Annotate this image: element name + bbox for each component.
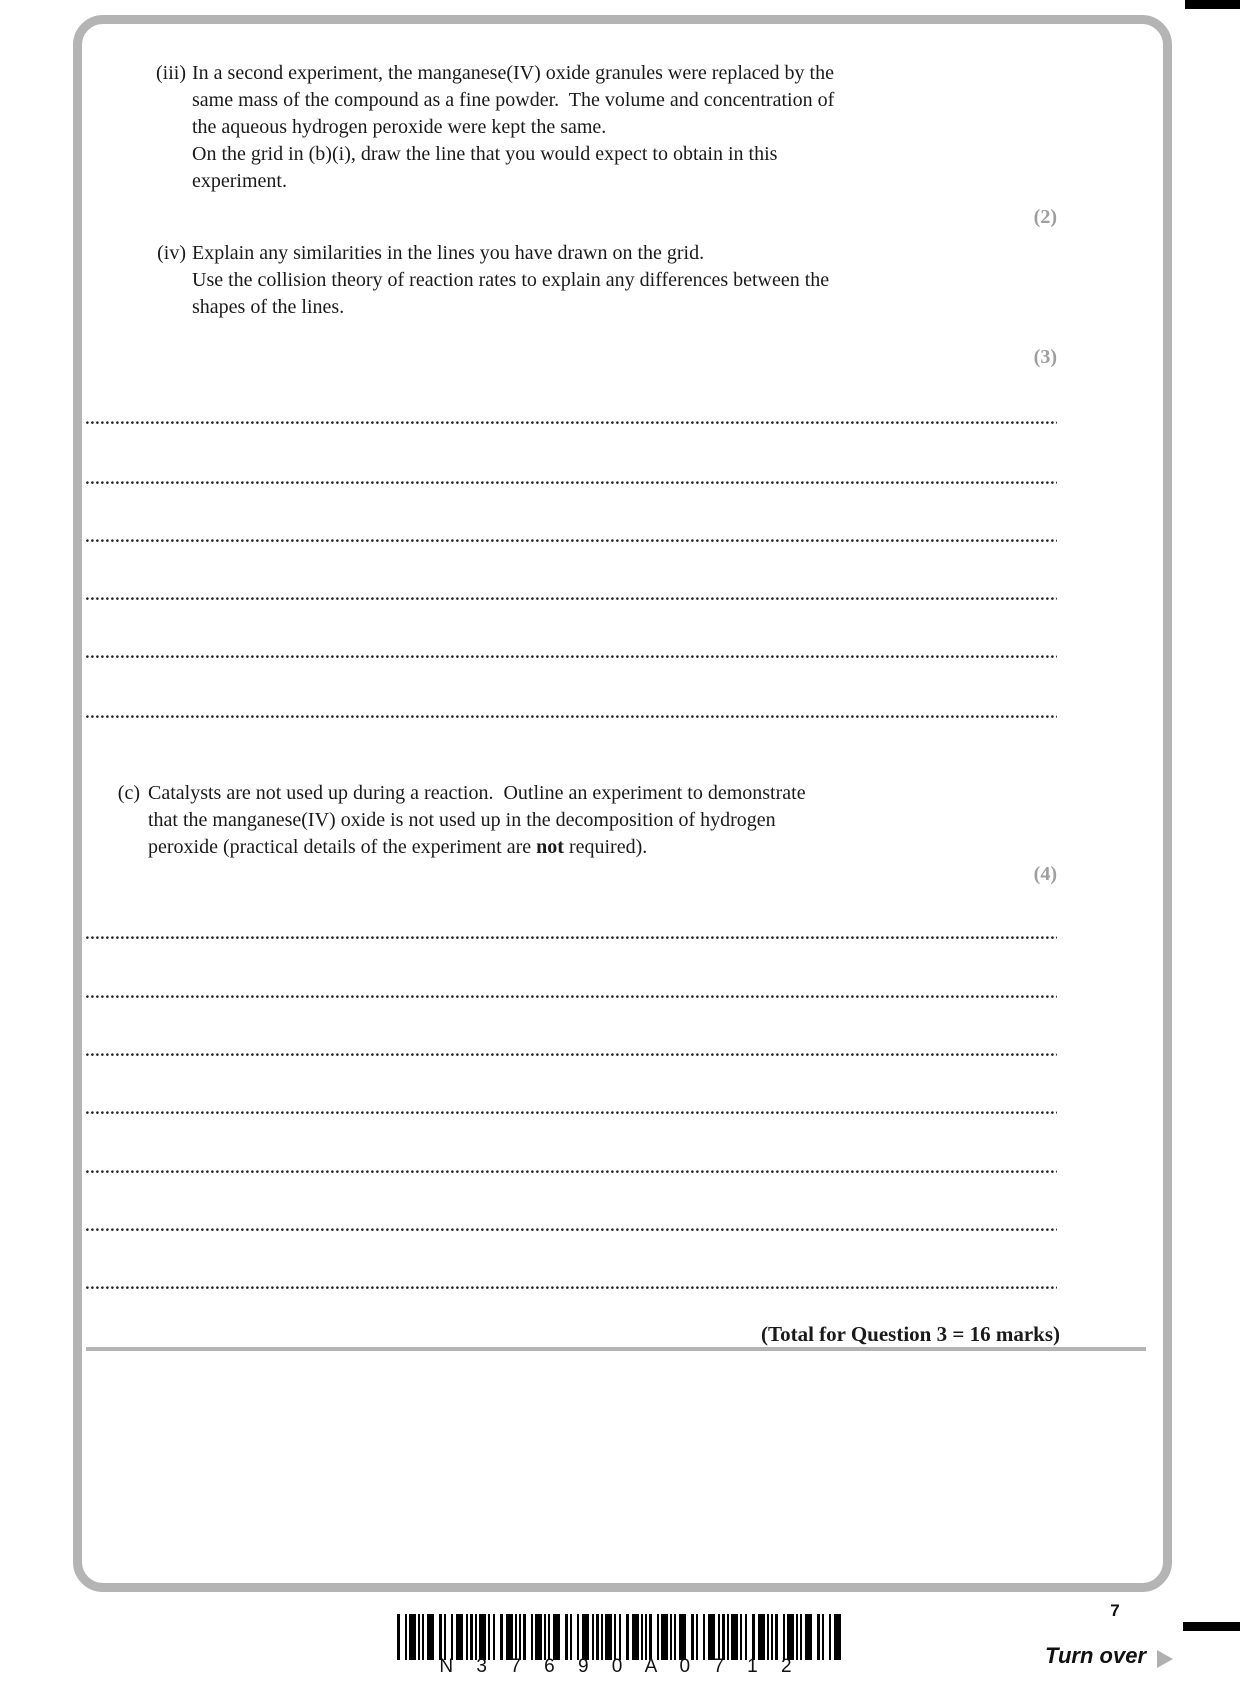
answer-line [86, 655, 1057, 659]
question-text-line: peroxide (practical details of the experiment are not required). [148, 836, 648, 858]
question-label-c: (c) [117, 782, 140, 804]
answer-line [86, 715, 1057, 719]
question-text-line: Use the collision theory of reaction rates to explain any differences between the [192, 269, 830, 291]
question-text-line: Explain any similarities in the lines you have drawn on the grid. [192, 242, 705, 264]
question-label-iii: (iii) [156, 62, 186, 84]
answer-line [86, 936, 1057, 940]
question-text-line: same mass of the compound as a fine powder. The volume and concentration of [192, 89, 835, 111]
marks-badge-iii: (2) [1033, 206, 1057, 228]
total-marks-text: (Total for Question 3 = 16 marks) [761, 1322, 1060, 1346]
page-number: 7 [1110, 1601, 1120, 1620]
barcode-bars-icon [395, 1614, 845, 1660]
answer-line [86, 1286, 1057, 1290]
question-text-line: shapes of the lines. [192, 296, 345, 318]
marks-badge-c: (4) [1033, 863, 1057, 885]
answer-line [86, 539, 1057, 543]
total-marks-rule [86, 1347, 1146, 1351]
question-text-line: experiment. [192, 170, 287, 192]
print-registration-mark-bottom [1183, 1622, 1240, 1631]
question-label-iv: (iv) [157, 242, 186, 264]
question-text-line: the aqueous hydrogen peroxide were kept the same. [192, 116, 607, 138]
marks-badge-iv: (3) [1033, 346, 1057, 368]
question-text-line: In a second experiment, the manganese(IV) oxide granules were replaced by the [192, 62, 834, 84]
bold-word: not [536, 836, 564, 858]
barcode [395, 1614, 845, 1684]
answer-line [86, 995, 1057, 999]
question-text-line: Catalysts are not used up during a reaction. Outline an experiment to demonstrate [148, 782, 806, 804]
turn-over-label: Turn over [1044, 1643, 1146, 1668]
barcode-text: N 3 7 6 9 0 A 0 7 1 2 [395, 1656, 845, 1678]
question-text-line: that the manganese(IV) oxide is not used up in the decomposition of hydrogen [148, 809, 776, 831]
question-text-line: On the grid in (b)(i), draw the line that you would expect to obtain in this [192, 143, 778, 165]
answer-line [86, 421, 1057, 425]
print-registration-mark-top [1185, 0, 1240, 9]
answer-line [86, 597, 1057, 601]
turn-over-arrow-icon [1157, 1650, 1173, 1668]
answer-line [86, 481, 1057, 485]
answer-line [86, 1170, 1057, 1174]
answer-line [86, 1228, 1057, 1232]
answer-line [86, 1053, 1057, 1057]
answer-line [86, 1111, 1057, 1115]
